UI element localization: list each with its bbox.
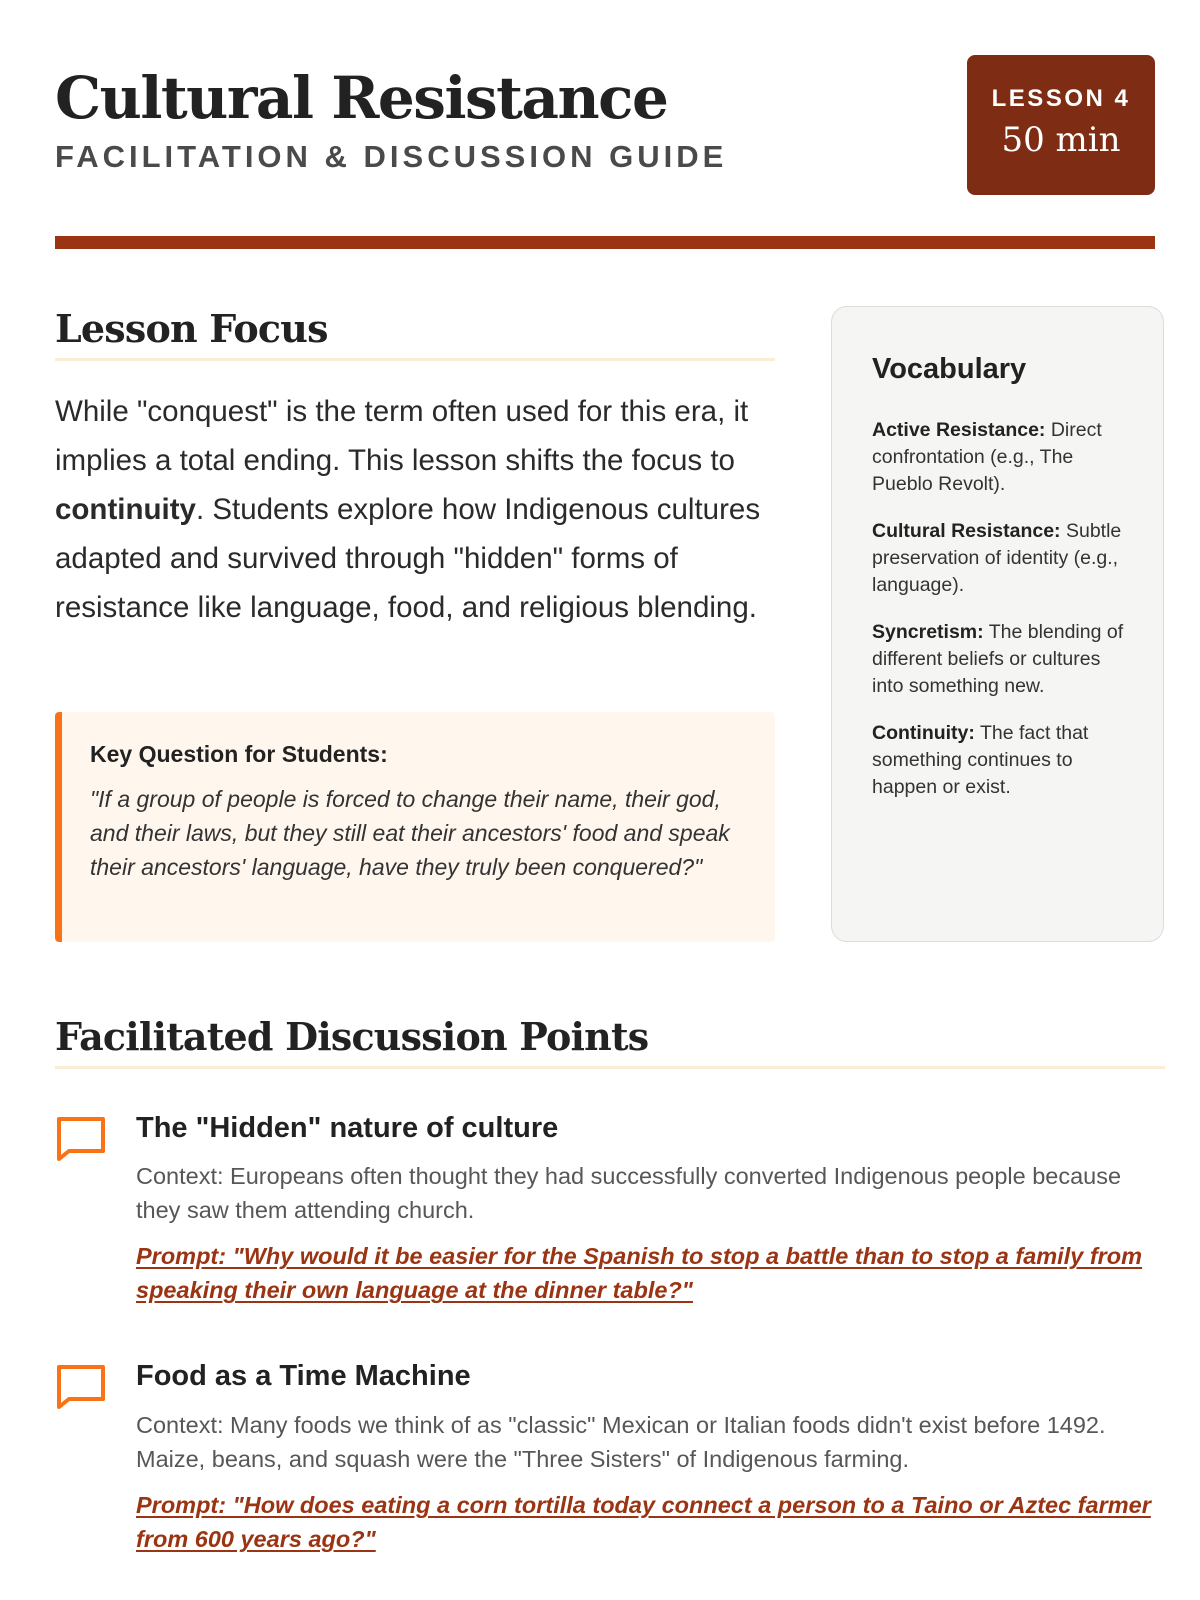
speech-bubble-icon (55, 1113, 107, 1165)
discussion-section (55, 1014, 1165, 1556)
discussion-point (55, 1359, 1165, 1556)
focus-text-after: . Students explore how Indigenous cultures adapted and survived through "hidden" forms of resistance like language, food, and religious blending. (55, 492, 761, 624)
focus-text-before: While "conquest" is the term often used for this era, it implies a total ending. This lesson shifts the focus to (55, 394, 749, 477)
speech-bubble-icon (55, 1361, 107, 1413)
discussion-point-context: Context: Europeans often thought they had successfully converted Indigenous people because they saw them attending church. (136, 1163, 1122, 1224)
page-header (55, 55, 1155, 195)
vocab-term: Cultural Resistance: (872, 519, 1061, 542)
lesson-duration: 50 min (1001, 120, 1121, 160)
page-title: Cultural Resistance (55, 64, 668, 132)
focus-text-bold: continuity (55, 492, 196, 526)
vocab-term: Continuity: (872, 721, 975, 744)
vocab-definition: Direct confrontation (e.g., The Pueblo Revolt). (872, 418, 1102, 495)
vocabulary-panel (831, 306, 1164, 942)
vocab-term: Active Resistance: (872, 418, 1046, 441)
key-question-callout (55, 712, 775, 942)
lesson-focus-heading: Lesson Focus (55, 306, 775, 361)
lesson-focus-section (55, 306, 775, 632)
vocabulary-heading: Vocabulary (872, 353, 1027, 385)
discussion-point-title: Food as a Time Machine (136, 1360, 471, 1393)
discussion-point-prompt[interactable]: Prompt: "How does eating a corn tortilla today connect a person to a Taino or Aztec farmer from 600 years ago?" (136, 1492, 1151, 1553)
key-question-text: "If a group of people is forced to change their name, their god, and their laws, but they still eat their ancestors' food and speak their ancestors' language, have they truly been conquered?" (90, 785, 730, 880)
discussion-point-context: Context: Many foods we think of as "classic" Mexican or Italian foods didn't exist before 1492. Maize, beans, and squash were the "Three Sisters" of Indigenous farming. (136, 1412, 1106, 1473)
vocab-definition: The fact that something continues to happen or exist. (872, 721, 1089, 798)
discussion-point (55, 1111, 1165, 1308)
vocab-item (872, 720, 1125, 801)
vocab-term: Syncretism: (872, 620, 984, 643)
page-subtitle: FACILITATION & DISCUSSION GUIDE (55, 139, 728, 174)
lesson-focus-text (55, 387, 775, 632)
discussion-point-title: The "Hidden" nature of culture (136, 1111, 559, 1144)
vocab-item (872, 619, 1125, 700)
lesson-badge (967, 55, 1155, 195)
header-divider (55, 236, 1155, 249)
vocab-definition: The blending of different beliefs or cultures into something new. (872, 620, 1124, 697)
discussion-heading: Facilitated Discussion Points (55, 1014, 1165, 1069)
key-question-label: Key Question for Students: (90, 741, 388, 767)
vocab-definition: Subtle preservation of identity (e.g., language). (872, 519, 1122, 596)
vocab-item (872, 417, 1125, 498)
discussion-point-prompt[interactable]: Prompt: "Why would it be easier for the Spanish to stop a battle than to stop a family from speaking their own language at the dinner table?" (136, 1243, 1143, 1304)
vocab-item (872, 518, 1125, 599)
lesson-number: LESSON 4 (991, 85, 1131, 112)
